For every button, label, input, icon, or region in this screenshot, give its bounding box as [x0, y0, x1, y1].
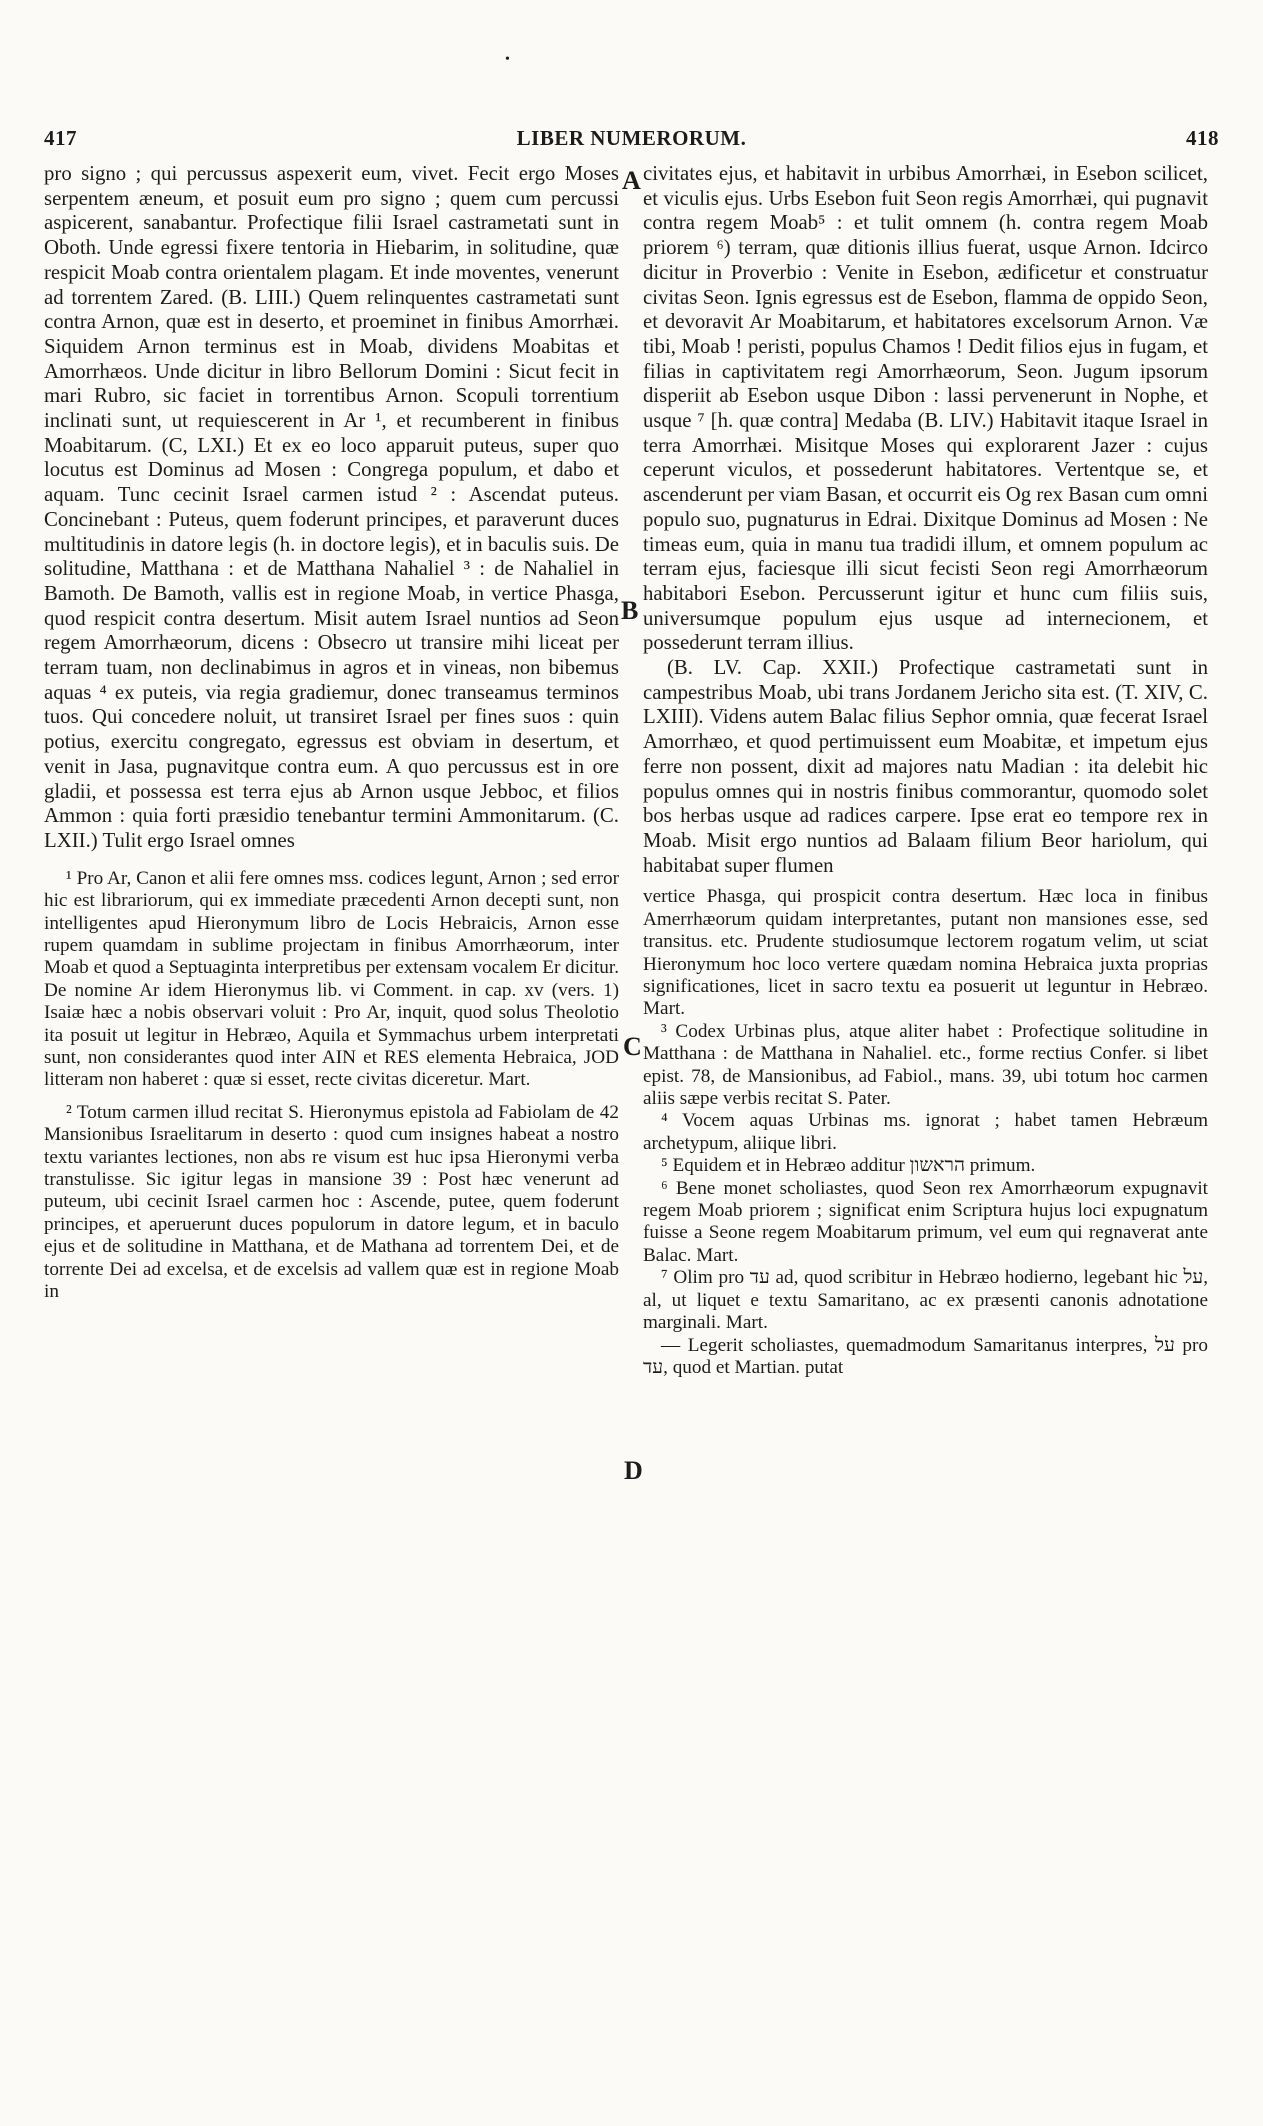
footnote-7: ⁷ Olim pro עד ad, quod scribitur in Hebræo hodierno, legebant hic על, al, ut liquet e textu Samaritano, ac ex præsenti canonis adnotatione marginali. Mart. — [643, 1267, 1208, 1334]
scan-speck: • — [505, 52, 510, 67]
left-main-text: pro signo ; qui percussus aspexerit eum, vivet. Fecit ergo Moses serpentem æneum, et posuit eum pro signo ; quem cum percussi aspicerent, sanabantur. Profectique filii Israel castrametati sunt in Oboth. Unde egressi fixere tentoria in Hiebarim, in solitudine, quæ respicit Moab contra orientalem plagam. Et inde moventes, venerunt ad torrentem Zared. (B. LIII.) Quem relinquentes castrametati sunt contra Arnon, quæ est in deserto, et proeminet in finibus Amorrhæi. Siquidem Arnon terminus est in Moab, dividens Moabitas et Amorrhæos. Unde dicitur in libro Bellorum Domini : Sicut fecit in mari Rubro, sic faciet in torrentibus Arnon. Scopuli torrentium inclinati sunt, ut requiescerent in Ar ¹, et recumberent in finibus Moabitarum. (C, LXI.) Et ex eo loco apparuit puteus, super quo locutus est Dominus ad Mosen : Congrega populum, et dabo et aquam. Tunc cecinit Israel carmen istud ² : Ascendat puteus. Concinebant : Puteus, quem foderunt principes, et paraverunt duces multitudinis in datore legis (h. in doctore legis), et in baculis suis. De solitudine, Matthana : et de Matthana Nahaliel ³ : de Nahaliel in Bamoth. De Bamoth, vallis est in regione Moab, in vertice Phasga, quod respicit contra desertum. Misit autem Israel nuntios ad Seon regem Amorrhæorum, dicens : Obsecro ut transire mihi liceat per terram tuam, non declinabimus in agros et in vineas, non bibemus aquas ⁴ ex puteis, via regia gradiemur, donec transeamus terminos tuos. Qui concedere noluit, ut transiret Israel per fines suos : quin potius, exercitu congregato, egressus est obviam in desertum, et venit in Jasa, pugnavitque contra eum. A quo percussus est in ore gladii, et possessa est terra ejus ab Arnon usque Jebboc, et filios Ammon : quia forti præsidio tenebantur termini Ammonitarum. (C. LXII.) Tulit ergo Israel omnes — [44, 162, 619, 852]
margin-letter-b: B — [621, 596, 639, 625]
footnote-7-continued: — Legerit scholiastes, quemadmodum Samaritanus interpres, על pro עד, quod et Martian. putat — [643, 1334, 1208, 1378]
footnote-2: ² Totum carmen illud recitat S. Hieronymus epistola ad Fabiolam de 42 Mansionibus Israelitarum in deserto : quod cum insignes habeat a nostro textu variantes lectiones, non abs re visum est huc ipsa Hieronymi verba transtulisse. Sic igitur legas in mansione 39 : Post hæc venerunt ad puteum, ubi cecinit Israel carmen hoc : Ascende, putee, quem foderunt principes, et aperuerunt duces populorum in datore legum, et in baculo ejus et de solitudine in Matthana, et de Mathana ad torrentem Dei, et de torrente Dei ad excelsa, et de excelsis ad vallem quæ est in regione Moab in — [44, 1101, 619, 1302]
right-main-text: civitates ejus, et habitavit in urbibus Amorrhæi, in Esebon scilicet, et viculis ejus. Urbs Esebon fuit Seon regis Amorrhæi, qui pugnavit contra regem Moab⁵ : et tulit omnem (h. contra regem Moab priorem ⁶) terram, quæ ditionis illius fuerat, usque Arnon. Idcirco dicitur in Proverbio : Venite in Esebon, ædificetur et construatur civitas Seon. Ignis egressus est de Esebon, flamma de oppido Seon, et devoravit Ar Moabitarum, et habitatores excelsorum Arnon. Væ tibi, Moab ! peristi, populus Chamos ! Dedit filios ejus in fugam, et filias in captivitatem regi Amorrhæorum, Seon. Jugum ipsorum disperiit ab Esebon usque Dibon : lassi pervenerunt in Nophe, et usque ⁷ [h. quæ contra] Medaba (B. LIV.) Habitavit itaque Israel in terra Amorrhæi. Misitque Moses qui explorarent Jazer : cujus ceperunt viculos, et possederunt habitatores. Vertentque se, et ascenderunt per viam Basan, et occurrit eis Og rex Basan cum omni populo suo, pugnaturus in Edrai. Dixitque Dominus ad Mosen : Ne timeas eum, quia in manu tua tradidi illum, et omnem populum ac terram ejus, faciesque illi sicut fecisti Seon regi Amorrhæorum habitabori Esebon. Percusserunt igitur et hunc cum filiis suis, universumque populum ejus usque ad internecionem, et possederunt terram illius. — [643, 162, 1208, 655]
margin-letter-c: C — [623, 1032, 642, 1061]
footnote-2-continued: vertice Phasga, qui prospicit contra desertum. Hæc loca in finibus Amerrhæorum quidam interpretantes, putant non mansiones esse, sed transitus. etc. Prudente studiosumque lectorem rogatum velim, ut sciat Hieronymum hoc loco vertere quædam nomina Hebraica juxta proprias significationes, licet in sacro textu ea posuerit ut leguntur in Hebræo. Mart. — [643, 886, 1208, 1020]
page-number-left: 417 — [44, 126, 77, 150]
footnote-3: ³ Codex Urbinas plus, atque aliter habet : Profectique solitudine in Matthana : de Matthana in Nahaliel. etc., forme rectius Confer. si libet epist. 78, de Mansionibus, ad Fabiol., mans. 39, ubi totum hoc carmen aliis sæpe verbis recitat S. Pater. — [643, 1020, 1208, 1110]
footnote-1: ¹ Pro Ar, Canon et alii fere omnes mss. codices legunt, Arnon ; sed error hic est librariorum, qui ex immediate præcedenti Arnon decepti sunt, non intelligentes apud Hieronymum libro de Locis Hebraicis, Arnon esse rupem quamdam in sublime projectam in finibus Amorrhæorum, inter Moab et quod a Septuaginta interpretibus per extensam vocalem Er dicitur. De nomine Ar idem Hieronymus lib. vi Comment. in cap. xv (vers. 1) Isaiæ hæc a nobis observari voluit : Pro Ar, inquit, quod solus Theolotio ita posuit ut legitur in Hebræo, Aquila et Symmachus urbem interpretati sunt, non considerantes quod inter AIN et RES elementa Hebraica, JOD litteram non haberet : quæ si esset, recte civitas diceretur. Mart. — [44, 867, 619, 1091]
page-header — [44, 126, 1219, 156]
footnote-6: ⁶ Bene monet scholiastes, quod Seon rex Amorrhæorum expugnavit regem Moab priorem ; significat enim Scriptura hujus loci expugnatum fuisse a Seone regem Moabitarum primum, vel eum qui regnaverat ante Balac. Mart. — [643, 1177, 1208, 1266]
left-column — [44, 162, 619, 1303]
margin-letter-d: D — [624, 1456, 643, 1485]
running-title: LIBER NUMERORUM. — [516, 126, 747, 150]
margin-letter-a: A — [622, 166, 641, 195]
footnote-5: ⁵ Equidem et in Hebræo additur הראשון primum. — [661, 1155, 1036, 1177]
right-main-text-2: (B. LV. Cap. XXII.) Profectique castrametati sunt in campestribus Moab, ubi trans Jordanem Jericho sita est. (T. XIV, C. LXIII). Videns autem Balac filius Sephor omnia, quæ fecerat Israel Amorrhæo, et quod pertimuissent eum Moabitæ, et impetum ejus ferre non possent, dixit ad majores natu Madian : ita delebit hic populus omnes qui in nostris finibus commorantur, quomodo solet bos herbas usque ad radices carpere. Ipse erat eo tempore rex in Moab. Misit ergo nuntios ad Balaam filium Beor hariolum, qui habitabat super flumen — [643, 656, 1208, 877]
right-column — [643, 162, 1208, 1379]
page-number-right: 418 — [1186, 126, 1219, 150]
footnote-4: ⁴ Vocem aquas Urbinas ms. ignorat ; habet tamen Hebræum archetypum, aliique libri. — [643, 1110, 1208, 1154]
